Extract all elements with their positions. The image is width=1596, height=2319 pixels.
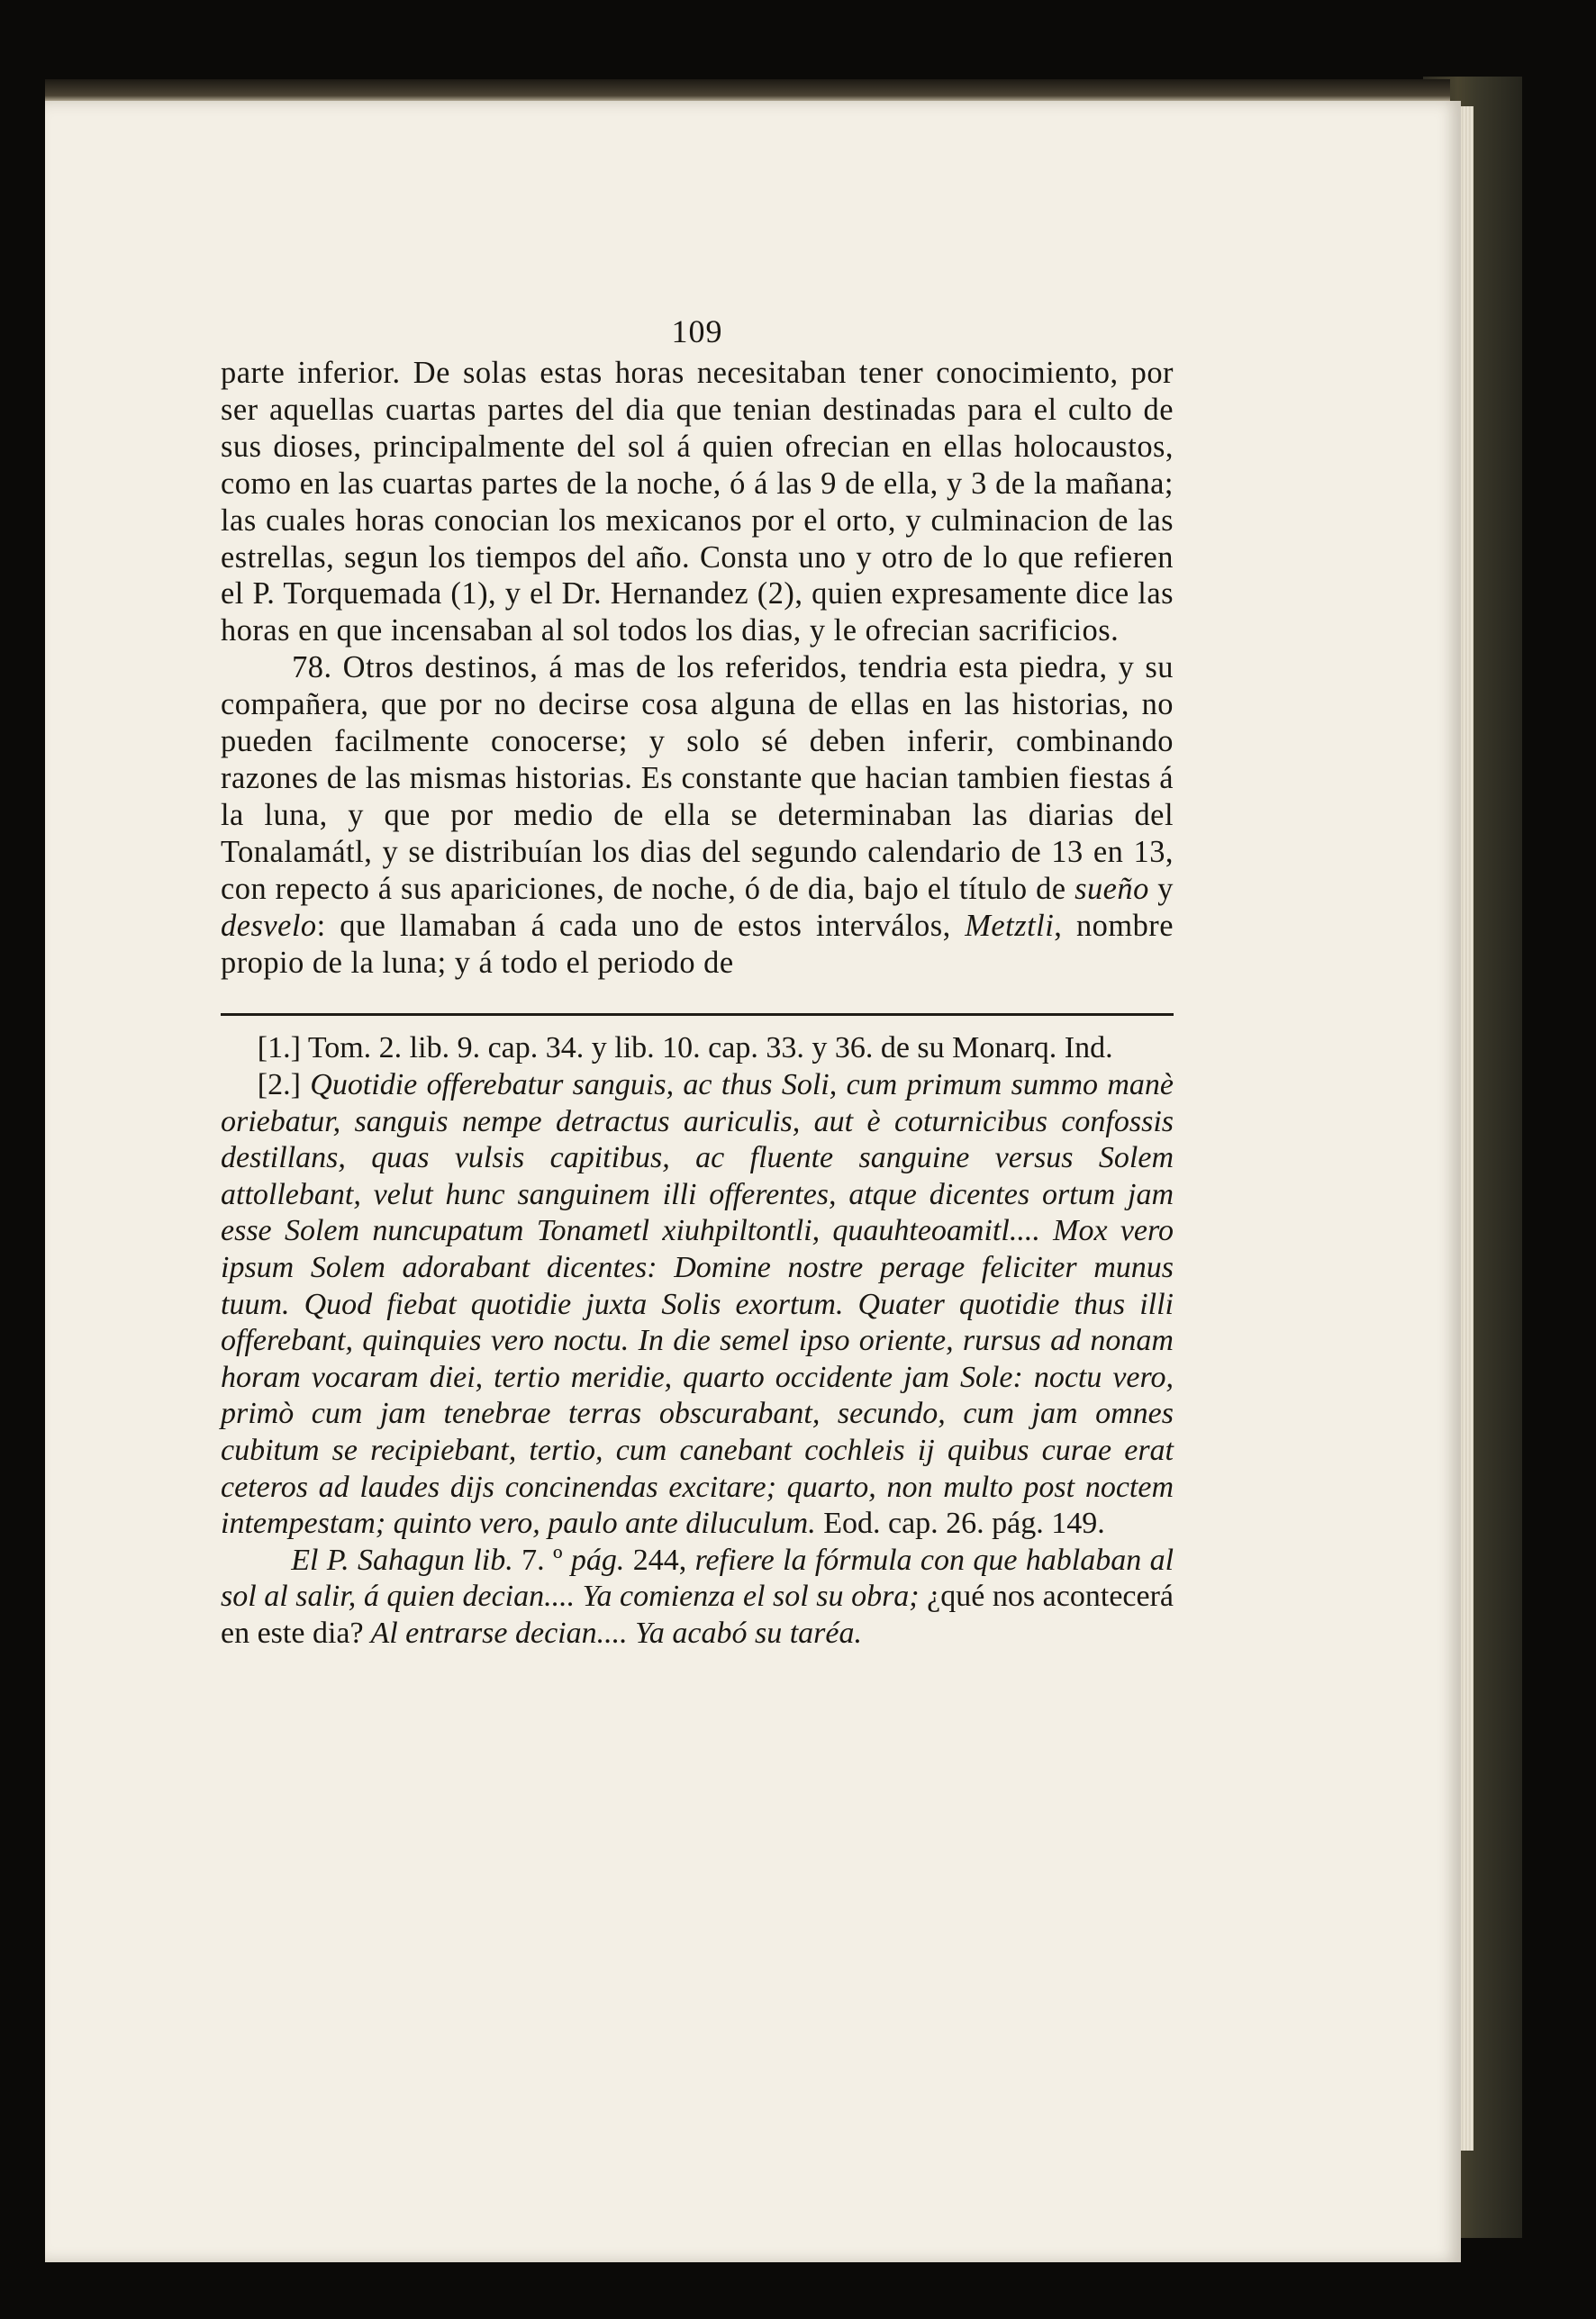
footnote-1-text: Tom. 2. lib. 9. cap. 34. y lib. 10. cap. 33. y 36. de su Monarq. Ind. xyxy=(300,1031,1113,1065)
term-sueno: sueño xyxy=(1075,871,1149,906)
page-text xyxy=(221,313,1174,1653)
sahagun-part-d: 244, xyxy=(632,1543,687,1577)
sahagun-part-a: El P. Sahagun lib. xyxy=(291,1543,522,1577)
paragraph-78-mid: : que llamaban á cada uno de estos interválos, xyxy=(316,908,951,943)
sahagun-part-f: ¿qué nos acontecerá en este dia? xyxy=(221,1580,1174,1650)
paragraph-77-continuation: parte inferior. De solas estas horas necesitaban tener conocimiento, por ser aquellas cuartas partes del dia que tenian destinadas para el culto de sus dioses, principalmente del sol á quien ofrecian en ellas holocaustos, como en las cuartas partes de la noche, ó á las 9 de ella, y 3 de la mañana; las cuales horas conocian los mexicanos por el orto, y culminacion de las estrellas, segun los tiempos del año. Consta uno y otro de lo que refieren el P. Torquemada (1), y el Dr. Hernandez (2), quien expresamente dice las horas en que incensaban al sol todos los dias, y le ofrecian sacrificios. xyxy=(221,356,1174,648)
footnote-1-label: [1.] xyxy=(257,1031,301,1065)
paragraph-78-start: 78. Otros destinos, á mas de los referidos, tendria esta piedra, y su compañera, que por no decirse cosa alguna de ellas en las historias, no pueden facilmente conocerse; y solo sé deben inferir, combinando razones de las mismas historias. Es constante que hacian tambien fiestas á la luna, y que por medio de ella se determinaban las diarias del Tonalamátl, y se distribuían los dias del segundo calendario de 13 en 13, con repecto á sus apariciones, de noche, ó de dia, bajo el título de xyxy=(221,650,1174,906)
page-top-edge xyxy=(45,79,1450,103)
footnote-2-sahagun xyxy=(221,1543,1174,1653)
footnote-divider xyxy=(221,1013,1174,1016)
footnote-2-citation: Eod. cap. 26. pág. 149. xyxy=(815,1507,1105,1541)
sahagun-part-c: pág. xyxy=(562,1543,633,1577)
footnote-2 xyxy=(221,1067,1174,1543)
conjunction-y: y xyxy=(1148,871,1174,906)
paragraph-78-end: , nombre propio de la luna; y á todo el periodo de xyxy=(221,908,1174,980)
term-metztli: Metztli xyxy=(965,908,1055,943)
page-stack-edge xyxy=(1461,106,1474,2151)
footnote-2-label: [2.] xyxy=(257,1068,301,1101)
term-desvelo: desvelo xyxy=(221,908,317,943)
page-number: 109 xyxy=(671,313,723,349)
scan-top-border xyxy=(0,0,1596,54)
footnote-2-latin-quote: Quotidie offerebatur sanguis, ac thus Soli, cum primum summo manè oriebatur, sanguis nempe detractus auriculis, aut è coturnicibus confossis destillans, quas vulsis capitibus, ac fluente sanguine versus Solem attollebant, velut hunc sanguinem illi offerentes, atque dicentes ortum jam esse Solem nuncupatum Tonametl xiuhpiltontli, quauhteoamitl.... Mox vero ipsum Solem adorabant dicentes: Domine nostre perage feliciter munus tuum. Quod fiebat quotidie juxta Solis exortum. Quater quotidie thus illi offerebant, quinquies vero noctu. In die semel ipso oriente, rursus ad nonam horam vocaram diei, tertio meridie, quarto occidente jam Sole: noctu vero, primò cum jam tenebrae terras obscurabant, secundo, cum jam omnes cubitum se recipiebant, tertio, cum canebant cochleis ij quibus curae erat ceteros ad laudes dijs concinendas excitare; quarto, non multo post noctem intempestam; quinto vero, paulo ante diluculum. xyxy=(221,1068,1174,1541)
sahagun-part-g: Al entrarse decian.... Ya acabó su taréa. xyxy=(363,1616,863,1650)
sahagun-part-e: refiere la fórmula con que hablaban al sol al salir, á quien decian.... Ya comienza el sol su obra; xyxy=(221,1543,1174,1614)
paragraph-78 xyxy=(221,649,1174,981)
footnote-1 xyxy=(221,1030,1174,1067)
sahagun-part-b: 7. º xyxy=(521,1543,563,1577)
